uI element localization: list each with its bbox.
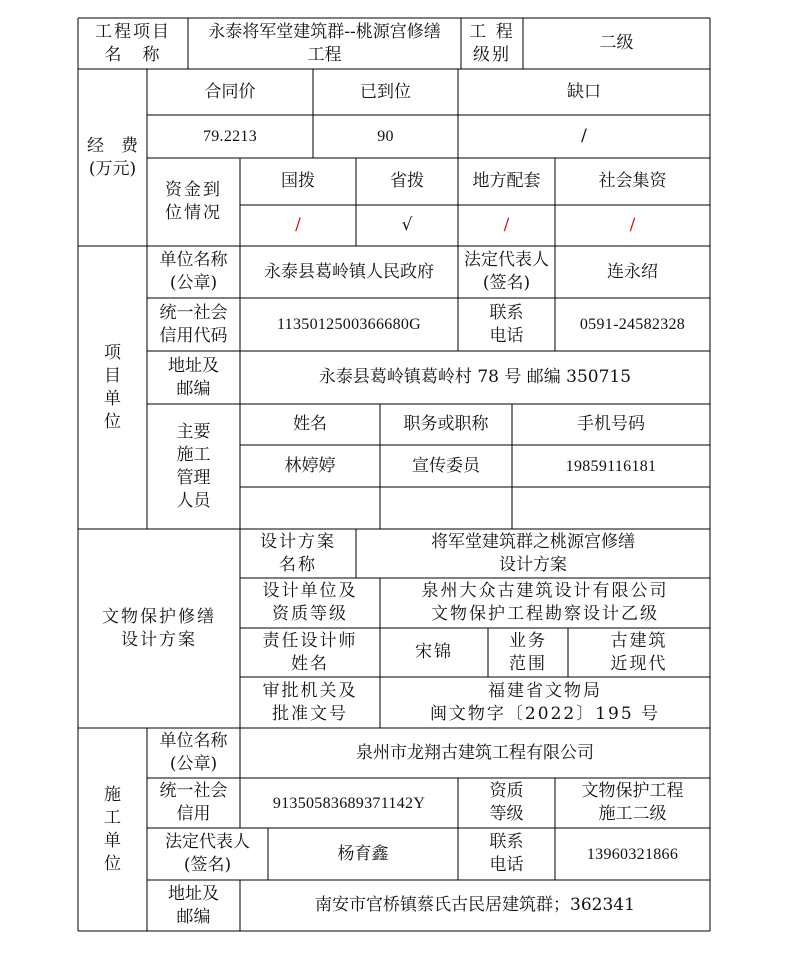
source-provincial-status: √ bbox=[401, 215, 413, 235]
source-national-status: / bbox=[295, 215, 301, 235]
source-provincial: 省拨 bbox=[390, 171, 424, 191]
project-credit-code: 1135012500366680G bbox=[276, 316, 422, 333]
construction-credit-label: 统一社会 信用 bbox=[159, 781, 228, 824]
project-unit-name: 永泰县葛岭镇人民政府 bbox=[264, 261, 434, 282]
project-address: 永泰县葛岭镇葛岭村 78 号 邮编 350715 bbox=[318, 367, 632, 387]
funding-label: 经 费 (万元) bbox=[87, 135, 138, 179]
project-legal-rep: 连永绍 bbox=[607, 261, 658, 282]
funding-header-gap: 缺口 bbox=[567, 81, 601, 102]
source-national: 国拨 bbox=[281, 171, 315, 191]
funding-header-contract: 合同价 bbox=[204, 81, 256, 102]
design-label: 文物保护修缮 设计方案 bbox=[102, 606, 216, 650]
source-social-status: / bbox=[629, 215, 636, 235]
design-plan-name-label: 设计方案 名称 bbox=[260, 531, 336, 575]
project-address-label: 地址及 邮编 bbox=[168, 355, 219, 399]
design-plan-name: 将军堂建筑群之桃源宫修缮 设计方案 bbox=[431, 531, 635, 575]
project-legal-rep-label: 法定代表人 (签名) bbox=[464, 250, 549, 293]
funding-header-received: 已到位 bbox=[360, 81, 411, 102]
project-credit-code-label: 统一社会 信用代码 bbox=[159, 302, 228, 346]
construction-address-label: 地址及 邮编 bbox=[168, 883, 219, 927]
source-local-status: / bbox=[503, 215, 510, 235]
designer-label: 责任设计师 姓名 bbox=[262, 630, 358, 674]
design-approval: 福建省文物局 闽文物字〔2022〕195 号 bbox=[429, 680, 661, 724]
construction-phone: 13960321866 bbox=[586, 845, 679, 863]
funding-value-gap: / bbox=[581, 126, 587, 146]
design-unit: 泉州大众古建筑设计有限公司 文物保护工程勘察设计乙级 bbox=[421, 581, 669, 624]
construction-legal-rep: 杨育鑫 bbox=[337, 843, 389, 864]
design-scope-label: 业务 范围 bbox=[509, 630, 547, 674]
staff-header-title: 职务或职称 bbox=[403, 414, 489, 434]
construction-legal-rep-label: 法定代表人 (签名) bbox=[165, 832, 250, 875]
design-unit-label: 设计单位及 资质等级 bbox=[262, 581, 358, 624]
staff-header-name: 姓名 bbox=[293, 414, 327, 434]
project-phone-label: 联系 电话 bbox=[489, 302, 524, 346]
project-phone: 0591-24582328 bbox=[579, 316, 686, 333]
construction-credit-code: 91350583689371142Y bbox=[272, 794, 426, 812]
source-social: 社会集资 bbox=[598, 171, 667, 191]
source-local: 地方配套 bbox=[472, 171, 541, 191]
funding-value-contract: 79.2213 bbox=[202, 128, 258, 145]
staff-title: 宣传委员 bbox=[412, 455, 480, 476]
designer: 宋锦 bbox=[415, 642, 453, 662]
design-scope: 古建筑 近现代 bbox=[610, 630, 668, 674]
funding-sources-label: 资金到 位情况 bbox=[165, 180, 222, 223]
funding-value-received: 90 bbox=[377, 128, 394, 145]
construction-unit-name: 泉州市龙翔古建筑工程有限公司 bbox=[356, 742, 594, 763]
construction-qual-label: 资质 等级 bbox=[489, 781, 524, 824]
staff-label: 主要 施工 管理 人员 bbox=[176, 421, 211, 511]
design-approval-label: 审批机关及 批准文号 bbox=[262, 680, 358, 724]
staff-mobile: 19859116181 bbox=[565, 457, 657, 475]
construction-unit-label: 施 工 单 位 bbox=[104, 784, 121, 874]
construction-unit-name-label: 单位名称 (公章) bbox=[159, 731, 228, 774]
construction-phone-label: 联系 电话 bbox=[489, 832, 524, 875]
staff-header-mobile: 手机号码 bbox=[577, 414, 645, 434]
construction-qual: 文物保护工程 施工二级 bbox=[581, 781, 684, 824]
project-level-label: 工 程 级别 bbox=[469, 21, 515, 65]
project-name-value: 永泰将军堂建筑群--桃源宫修缮 工程 bbox=[208, 21, 441, 65]
construction-address: 南安市官桥镇蔡氏古民居建筑群；362341 bbox=[315, 895, 635, 915]
project-level-value: 二级 bbox=[599, 33, 634, 53]
staff-name: 林婷婷 bbox=[284, 455, 336, 476]
project-name-label: 工程项目 名 称 bbox=[95, 21, 171, 65]
project-unit-name-label: 单位名称 (公章) bbox=[159, 250, 228, 293]
project-unit-label: 项 目 单 位 bbox=[104, 342, 121, 432]
